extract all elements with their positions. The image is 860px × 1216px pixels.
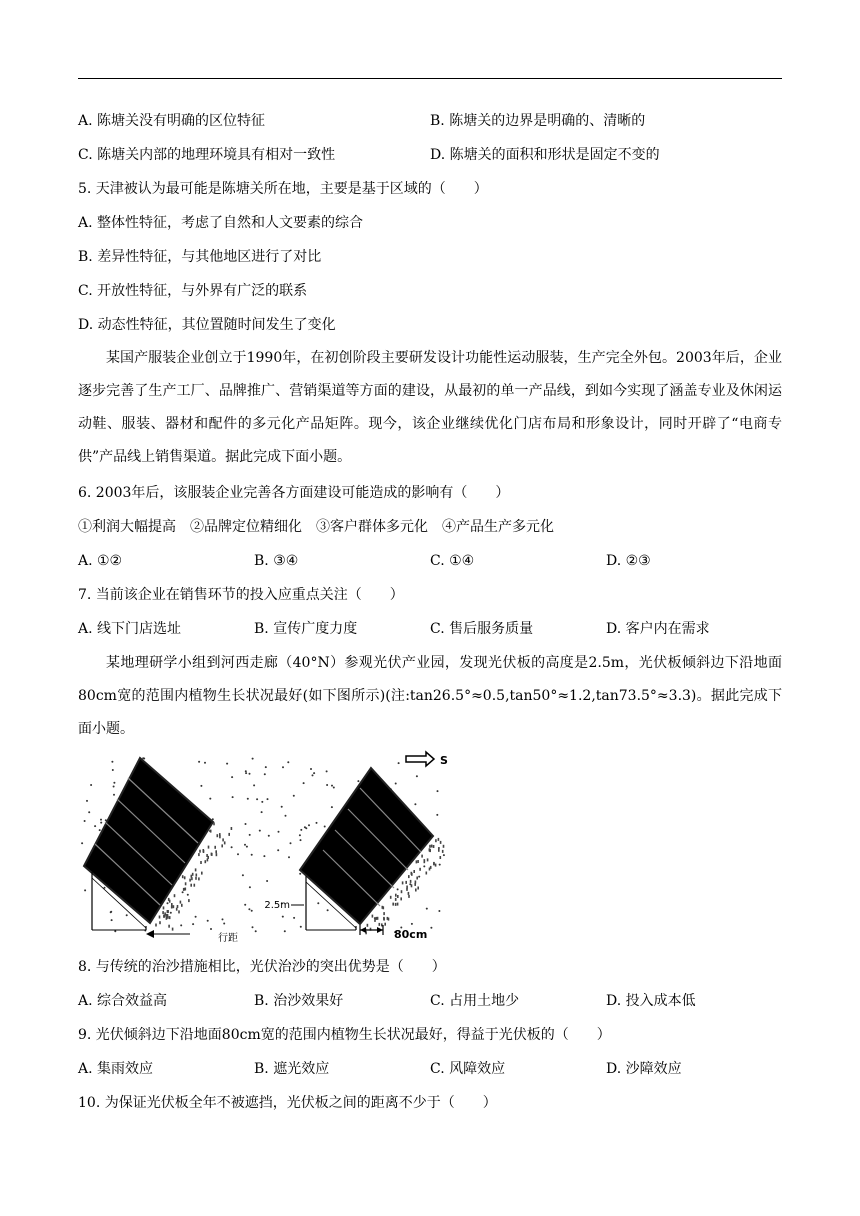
q4-option-c[interactable]: C. 陈塘关内部的地理环境具有相对一致性 — [78, 147, 336, 163]
q6-option-a[interactable]: A. ①② — [78, 553, 123, 569]
height-label: 2.5m — [264, 900, 290, 911]
passage-text: 某国产服装企业创立于1990年，在初创阶段主要研发设计功能性运动服装，生产完全外包。2003年后，企业逐步完善了生产工厂、品牌推广、营销渠道等方面的建设，从最初的单一产品线，到如今实现了涵盖专业及休闲运动鞋、服装、器材和配件的多元化产品矩阵。现今，该企业继续优化门店布局和形象设计，同时开辟了“电商专供”产品线上销售渠道。据此完成下面小题。 — [78, 350, 782, 465]
row-spacing-arrow — [146, 930, 190, 938]
q9-option-a[interactable]: A. 集雨效应 — [78, 1061, 154, 1077]
q6-option-b[interactable]: B. ③④ — [254, 553, 299, 569]
passage-photovoltaic — [78, 647, 782, 746]
q4-option-a[interactable]: A. 陈塘关没有明确的区位特征 — [78, 113, 266, 129]
q4-option-b[interactable]: B. 陈塘关的边界是明确的、清晰的 — [430, 113, 646, 129]
header-rule — [78, 78, 782, 79]
q6-option-d[interactable]: D. ②③ — [606, 553, 651, 569]
q8-option-d[interactable]: D. 投入成本低 — [606, 993, 696, 1009]
left-panel — [84, 758, 213, 930]
q9-option-b[interactable]: B. 遮光效应 — [254, 1061, 330, 1077]
right-panel — [300, 768, 433, 930]
q7-option-a[interactable]: A. 线下门店选址 — [78, 621, 182, 637]
q9-stem: 9. 光伏倾斜边下沿地面80cm宽的范围内植物生长状况最好，得益于光伏板的（ ） — [78, 1027, 611, 1043]
width-label: 80cm — [394, 928, 428, 941]
q6-stem: 6. 2003年后，该服装企业完善各方面建设可能造成的影响有（ ） — [78, 485, 510, 501]
photovoltaic-panel-diagram — [78, 748, 458, 948]
q7-option-d[interactable]: D. 客户内在需求 — [606, 621, 710, 637]
q7-stem: 7. 当前该企业在销售环节的投入应重点关注（ ） — [78, 587, 404, 603]
q8-option-a[interactable]: A. 综合效益高 — [78, 993, 168, 1009]
q7-option-c[interactable]: C. 售后服务质量 — [430, 621, 534, 637]
q8-stem: 8. 与传统的治沙措施相比，光伏治沙的突出优势是（ ） — [78, 959, 446, 975]
q6-statements: ①利润大幅提高 ②品牌定位精细化 ③客户群体多元化 ④产品生产多元化 — [78, 519, 554, 535]
q8-option-c[interactable]: C. 占用土地少 — [430, 993, 520, 1009]
direction-label: S — [440, 754, 448, 767]
q7-option-b[interactable]: B. 宣传广度力度 — [254, 621, 358, 637]
passage-text: 某地理研学小组到河西走廊（40°N）参观光伏产业园，发现光伏板的高度是2.5m，光伏板倾斜边下沿地面80cm宽的范围内植物生长状况最好(如下图所示)(注:tan26.5°≈0.5,tan50°≈1.2,tan73.5°≈3.3)。据此完成下面小题。 — [78, 655, 782, 737]
q5-option-a[interactable]: A. 整体性特征，考虑了自然和人文要素的综合 — [78, 215, 364, 231]
q4-option-d[interactable]: D. 陈塘关的面积和形状是固定不变的 — [430, 147, 660, 163]
q9-option-d[interactable]: D. 沙障效应 — [606, 1061, 682, 1077]
q10-stem: 10. 为保证光伏板全年不被遮挡，光伏板之间的距离不少于（ ） — [78, 1095, 497, 1111]
q5-option-b[interactable]: B. 差异性特征，与其他地区进行了对比 — [78, 249, 322, 265]
q5-stem: 5. 天津被认为最可能是陈塘关所在地，主要是基于区域的（ ） — [78, 181, 488, 197]
q8-option-b[interactable]: B. 治沙效果好 — [254, 993, 344, 1009]
q5-option-c[interactable]: C. 开放性特征，与外界有广泛的联系 — [78, 283, 308, 299]
q9-option-c[interactable]: C. 风障效应 — [430, 1061, 506, 1077]
south-arrow — [406, 752, 434, 766]
q5-option-d[interactable]: D. 动态性特征，其位置随时间发生了变化 — [78, 317, 336, 333]
passage-clothing-enterprise — [78, 342, 782, 474]
q6-option-c[interactable]: C. ①④ — [430, 553, 475, 569]
width-80cm-marker — [360, 925, 383, 935]
row-spacing-label: 行距 — [218, 933, 238, 944]
